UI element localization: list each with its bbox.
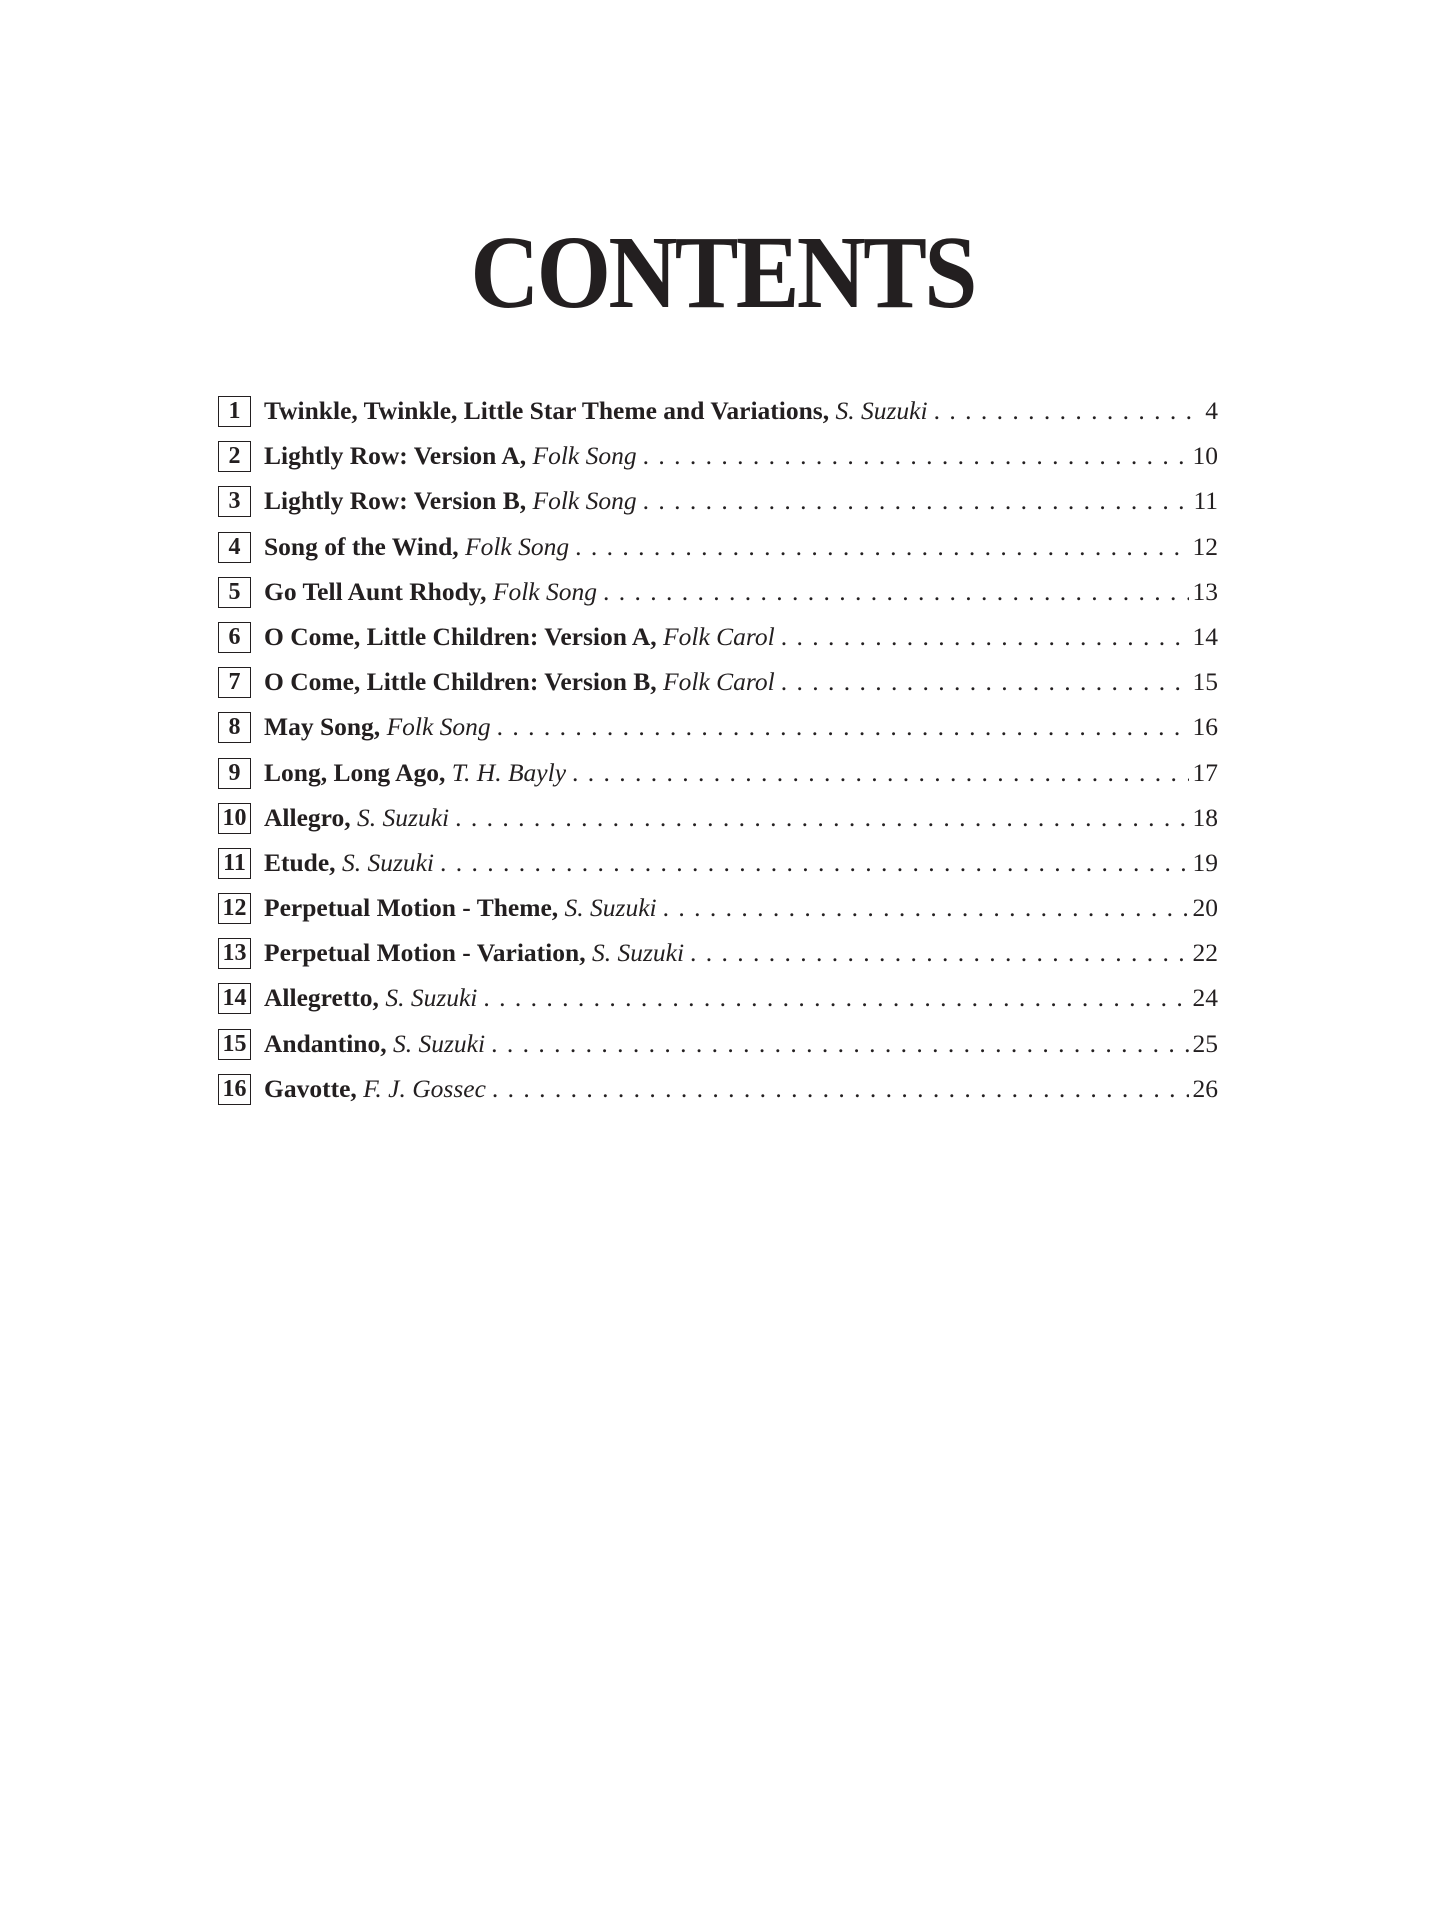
entry-number-box: 4 [218, 532, 251, 563]
page-number: 4 [1205, 396, 1218, 425]
song-title: Lightly Row: Version B, [264, 486, 527, 516]
song-title: Long, Long Ago, [264, 757, 446, 787]
page-number: 12 [1192, 531, 1218, 561]
entry-number-box: 3 [218, 486, 251, 517]
composer-name: Folk Song [532, 486, 637, 516]
dot-leader [572, 750, 1188, 795]
composer-name: S. Suzuki [835, 396, 928, 425]
page-number: 20 [1192, 893, 1218, 923]
page-number: 22 [1192, 938, 1218, 968]
toc-entry[interactable] [218, 659, 1218, 704]
entry-text [264, 1066, 486, 1111]
toc-entry[interactable] [218, 840, 1218, 885]
entry-text [264, 569, 597, 614]
toc-entry[interactable] [218, 704, 1218, 749]
entry-number-box: 15 [218, 1029, 251, 1060]
song-title: O Come, Little Children: Version A, [264, 621, 657, 651]
dot-leader [492, 1066, 1189, 1111]
composer-name: F. J. Gossec [363, 1073, 486, 1103]
composer-name: Folk Carol [663, 667, 775, 697]
page-number: 10 [1192, 441, 1218, 471]
entry-number-box: 8 [218, 712, 251, 743]
entry-number-box: 16 [218, 1074, 251, 1105]
entry-number-box: 1 [218, 396, 251, 427]
song-title: Song of the Wind, [264, 531, 459, 561]
entry-text [264, 388, 928, 433]
composer-name: S. Suzuki [341, 847, 435, 877]
song-title: Perpetual Motion - Theme, [264, 893, 559, 923]
entry-text [264, 704, 491, 749]
song-title: Lightly Row: Version A, [264, 441, 527, 471]
composer-name: Folk Song [492, 576, 597, 606]
dot-leader [643, 433, 1189, 478]
entry-text [264, 614, 775, 659]
page-number: 24 [1192, 983, 1218, 1013]
toc-entry[interactable] [218, 388, 1218, 433]
toc-entry[interactable] [218, 478, 1218, 523]
page-number: 14 [1192, 621, 1218, 651]
dot-leader [483, 975, 1188, 1020]
composer-name: Folk Song [386, 712, 491, 742]
composer-name: Folk Song [465, 531, 570, 561]
toc-entry[interactable] [218, 975, 1218, 1020]
dot-leader [455, 795, 1188, 840]
page-title: CONTENTS [470, 215, 975, 330]
composer-name: S. Suzuki [392, 1028, 486, 1058]
song-title: Twinkle, Twinkle, Little Star Theme and Variations, [264, 396, 830, 425]
dot-leader [440, 840, 1188, 885]
dot-leader [491, 1021, 1188, 1066]
entry-number-box: 2 [218, 441, 251, 472]
song-title: Etude, [264, 847, 336, 877]
toc-entry[interactable] [218, 795, 1218, 840]
song-title: Andantino, [264, 1028, 387, 1058]
page-number: 16 [1192, 712, 1218, 742]
entry-text [264, 433, 637, 478]
dot-leader [497, 704, 1189, 749]
page-number: 19 [1192, 847, 1218, 877]
page-number: 15 [1192, 667, 1218, 697]
song-title: May Song, [264, 712, 381, 742]
toc-entry[interactable] [218, 930, 1218, 975]
page-number: 13 [1192, 576, 1218, 606]
entry-number-box: 14 [218, 983, 251, 1014]
entry-number-box: 10 [218, 803, 251, 834]
page-number: 25 [1192, 1028, 1218, 1058]
song-title: O Come, Little Children: Version B, [264, 667, 657, 697]
entry-text [264, 975, 477, 1020]
page-number: 11 [1193, 486, 1218, 516]
composer-name: T. H. Bayly [451, 757, 567, 787]
composer-name: S. Suzuki [564, 893, 657, 923]
page-number: 26 [1192, 1073, 1218, 1103]
entry-number-box: 7 [218, 667, 251, 698]
toc-entry[interactable] [218, 614, 1218, 659]
toc-entry[interactable] [218, 1066, 1218, 1111]
toc-entry[interactable] [218, 750, 1218, 795]
dot-leader [781, 659, 1189, 704]
entry-number-box: 12 [218, 893, 251, 924]
toc-entry[interactable] [218, 433, 1218, 478]
composer-name: Folk Song [532, 441, 637, 471]
song-title: Gavotte, [264, 1073, 357, 1103]
dot-leader [934, 388, 1202, 433]
entry-text [264, 659, 775, 704]
page-number: 17 [1192, 757, 1218, 787]
entry-text [264, 524, 569, 569]
dot-leader [781, 614, 1189, 659]
entry-text [264, 1021, 485, 1066]
entry-number-box: 13 [218, 938, 251, 969]
toc-entry[interactable] [218, 569, 1218, 614]
entry-number-box: 11 [218, 848, 251, 879]
song-title: Perpetual Motion - Variation, [264, 938, 586, 968]
toc-entry[interactable] [218, 885, 1218, 930]
entry-text [264, 795, 449, 840]
composer-name: S. Suzuki [591, 938, 685, 968]
page-number: 18 [1192, 802, 1218, 832]
entry-number-box: 5 [218, 577, 251, 608]
song-title: Allegro, [264, 802, 351, 832]
table-of-contents [218, 388, 1218, 1111]
dot-leader [603, 569, 1189, 614]
composer-name: Folk Carol [663, 621, 775, 651]
dot-leader [575, 524, 1188, 569]
entry-text [264, 478, 637, 523]
toc-entry[interactable] [218, 524, 1218, 569]
composer-name: S. Suzuki [385, 983, 478, 1013]
dot-leader [663, 885, 1189, 930]
song-title: Allegretto, [264, 983, 379, 1013]
entry-number-box: 6 [218, 622, 251, 653]
entry-text [264, 840, 434, 885]
entry-text [264, 885, 657, 930]
song-title: Go Tell Aunt Rhody, [264, 576, 487, 606]
composer-name: S. Suzuki [357, 802, 450, 832]
dot-leader [643, 478, 1190, 523]
entry-text [264, 930, 684, 975]
dot-leader [690, 930, 1188, 975]
entry-number-box: 9 [218, 758, 251, 789]
entry-text [264, 750, 566, 795]
toc-entry[interactable] [218, 1021, 1218, 1066]
